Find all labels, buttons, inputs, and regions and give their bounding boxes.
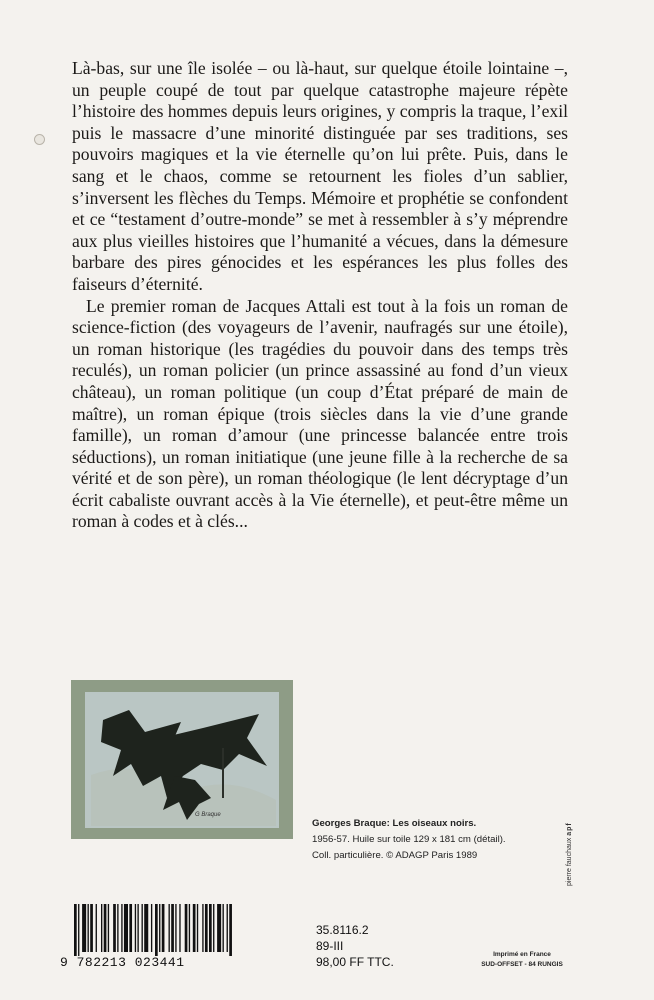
blurb-paragraph-1: Là-bas, sur une île isolée – ou là-haut, sur quelque étoile lointaine –, un peuple coupé de tout par quelque catastrophe majeure répète l’histoire des hommes depuis leurs origines, y compris la traque, l’exil puis le massacre d’une minorité distinguée par ses traditions, ses pouvoirs magiques et la vie éternelle qu’on lui prête. Puis, dans le sang et le chaos, comme se retournent les fioles d’un sablier, s’inversent les flèches du Temps. Mémoire et prophétie se confondent et ce “testament d’outre-monde” se met à ressembler à s’y méprendre aux plus vieilles histoires que l’humanité a vécues, dans la démesure barbare des pires génocides et les espérances les plus folles des faiseurs d’éternité. (72, 58, 568, 294)
barcode-bar (171, 904, 174, 952)
barcode-bar (227, 904, 228, 952)
barcode-bar (113, 904, 116, 952)
credit-brand: apf (566, 822, 573, 836)
barcode-bar (179, 904, 180, 952)
book-codes (316, 922, 394, 970)
printer-name: SUD-OFFSET - 84 RUNGIS (481, 961, 563, 968)
barcode-bar (185, 904, 188, 952)
price: 98,00 FF TTC. (316, 955, 394, 969)
barcode-bar (104, 904, 107, 952)
credit-name: pierre fauchaux (566, 837, 573, 886)
barcode-bar (213, 904, 214, 952)
barcode-bar (175, 904, 176, 952)
barcode-bar (193, 904, 196, 952)
barcode-bar (129, 904, 132, 952)
barcode-bar (159, 904, 160, 952)
barcode-bar (205, 904, 208, 952)
printer-info (472, 950, 572, 970)
painting-reproduction (71, 680, 293, 839)
barcode-bar (223, 904, 224, 952)
isbn-barcode (60, 904, 300, 956)
painting-signature: G Braque (195, 812, 221, 818)
barcode-bar (96, 904, 97, 952)
barcode-bar (135, 904, 136, 952)
barcode-bar (90, 904, 93, 952)
barcode-bar (229, 904, 232, 956)
barcode-bar (189, 904, 190, 952)
barcode-bar (82, 904, 86, 952)
barcode-bar (144, 904, 148, 952)
barcode-bar (169, 904, 170, 952)
barcode-bar (137, 904, 138, 952)
barcode-bar (124, 904, 128, 952)
barcode-bar (88, 904, 89, 952)
painting-caption (312, 816, 506, 864)
barcode-bar (155, 904, 158, 956)
caption-collection: Coll. particulière. © ADAGP Paris 1989 (312, 850, 478, 861)
back-cover-blurb (72, 58, 568, 533)
series-code: 89-III (316, 939, 344, 953)
caption-details: 1956-57. Huile sur toile 129 x 181 cm (détail). (312, 834, 506, 845)
blurb-paragraph-2: Le premier roman de Jacques Attali est tout à la fois un roman de science-fiction (des voyageurs de l’avenir, naufragés sur une étoile), un roman historique (les tragédies du pouvoir dans des temps très reculés), un roman policier (un prince assassiné au fond d’un vieux château), un roman politique (un coup d’État préparé de main de maître), un roman épique (trois siècles dans la vie d’une grande famille), un roman d’amour (une princesse balancée entre trois séductions), un roman initiatique (une jeune fille à la recherche de sa vérité et de son père), un roman théologique (le lent décryptage d’un écrit cabaliste ouvrant accès à la Vie éternelle), et peut-être même un roman à codes et à clés... (72, 295, 568, 532)
painting-image (71, 680, 293, 839)
caption-artist-title: Georges Braque: Les oiseaux noirs. (312, 818, 477, 829)
binding-hole (34, 134, 45, 145)
barcode-bar (78, 904, 79, 956)
barcode-bar (74, 904, 77, 956)
barcode-bar (202, 904, 203, 952)
barcode-bar (101, 904, 102, 952)
barcode-bar (209, 904, 212, 952)
barcode-number: 9 782213 023441 (60, 955, 185, 970)
reference-code: 35.8116.2 (316, 923, 369, 937)
barcode-bar (108, 904, 109, 952)
design-credit (566, 822, 573, 886)
barcode-bar (142, 904, 143, 952)
printed-in: Imprimé en France (493, 951, 551, 958)
barcode-bar (117, 904, 118, 952)
barcode-bar (151, 904, 152, 952)
barcode-bar (121, 904, 122, 952)
barcode-bar (197, 904, 198, 952)
barcode-bar (217, 904, 221, 952)
barcode-bar (162, 904, 165, 952)
